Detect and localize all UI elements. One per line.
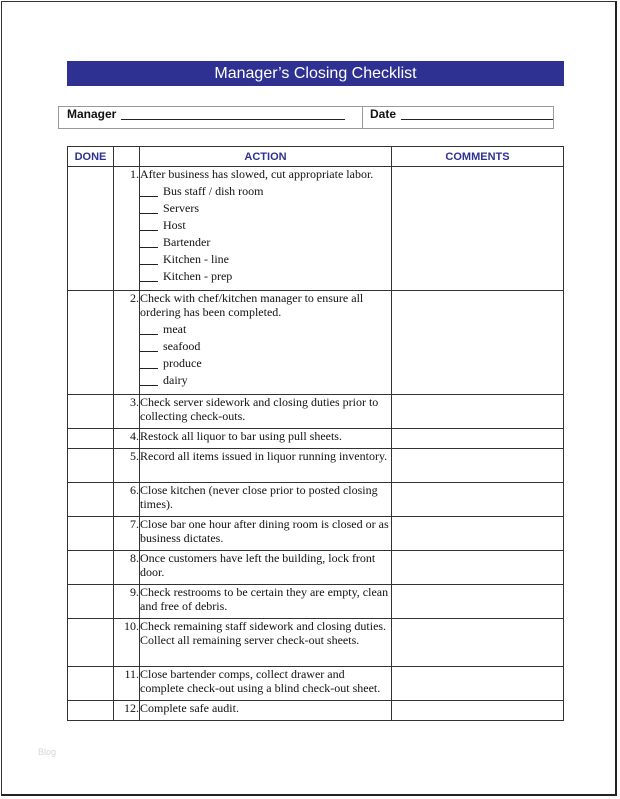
sub-item-blank[interactable] — [140, 373, 158, 386]
comments-cell[interactable] — [392, 667, 564, 701]
manager-blank-line — [121, 119, 345, 120]
sub-item — [140, 234, 391, 251]
sub-item — [140, 217, 391, 234]
sub-item-blank[interactable] — [140, 269, 158, 282]
action-cell — [140, 551, 392, 585]
done-checkbox-cell[interactable] — [68, 291, 114, 395]
action-text: Check server sidework and closing duties prior to collecting check-outs. — [140, 395, 379, 423]
sub-item-blank[interactable] — [140, 252, 158, 265]
table-row — [68, 429, 564, 449]
action-text: Close bartender comps, collect drawer and complete check-out using a blind check-out sheet. — [140, 667, 381, 695]
comments-cell[interactable] — [392, 449, 564, 483]
done-checkbox-cell[interactable] — [68, 483, 114, 517]
sub-item-label: seafood — [163, 339, 201, 353]
item-number: 10. — [114, 619, 140, 667]
table-row — [68, 619, 564, 667]
action-text: Check restrooms to be certain they are empty, clean and free of debris. — [140, 585, 389, 613]
comments-cell[interactable] — [392, 483, 564, 517]
sub-item-list — [140, 183, 391, 285]
table-row — [68, 291, 564, 395]
action-cell — [140, 483, 392, 517]
sub-item — [140, 321, 391, 338]
sub-item-label: Bus staff / dish room — [163, 184, 264, 198]
action-cell — [140, 667, 392, 701]
action-text: Once customers have left the building, lock front door. — [140, 551, 376, 579]
item-number: 7. — [114, 517, 140, 551]
item-number: 8. — [114, 551, 140, 585]
sub-item-blank[interactable] — [140, 356, 158, 369]
sub-item-blank[interactable] — [140, 339, 158, 352]
item-number: 4. — [114, 429, 140, 449]
comments-cell[interactable] — [392, 395, 564, 429]
table-row — [68, 517, 564, 551]
done-checkbox-cell[interactable] — [68, 551, 114, 585]
comments-cell[interactable] — [392, 517, 564, 551]
watermark: Blog — [38, 747, 57, 757]
manager-date-box — [58, 106, 554, 129]
comments-cell[interactable] — [392, 551, 564, 585]
comments-cell[interactable] — [392, 429, 564, 449]
action-cell — [140, 585, 392, 619]
divider — [362, 107, 363, 128]
sub-item — [140, 355, 391, 372]
table-row — [68, 667, 564, 701]
sub-item-blank[interactable] — [140, 218, 158, 231]
action-text: Check remaining staff sidework and closing duties. Collect all remaining server check-out sheets. — [140, 619, 387, 647]
sub-item-label: Kitchen - line — [163, 252, 229, 266]
sub-item-label: Bartender — [163, 235, 211, 249]
action-text: After business has slowed, cut appropriate labor. — [140, 167, 374, 181]
column-header-action: ACTION — [140, 147, 392, 167]
comments-cell[interactable] — [392, 167, 564, 291]
table-row — [68, 585, 564, 619]
sub-item-blank[interactable] — [140, 201, 158, 214]
page-title: Manager’s Closing Checklist — [67, 61, 564, 86]
sub-item — [140, 268, 391, 285]
action-text: Restock all liquor to bar using pull sheets. — [140, 429, 342, 443]
done-checkbox-cell[interactable] — [68, 395, 114, 429]
sub-item-label: dairy — [163, 373, 188, 387]
table-row — [68, 395, 564, 429]
table-row — [68, 551, 564, 585]
comments-cell[interactable] — [392, 585, 564, 619]
sub-item-blank[interactable] — [140, 235, 158, 248]
action-cell — [140, 395, 392, 429]
comments-cell[interactable] — [392, 701, 564, 721]
date-blank-line — [401, 119, 553, 120]
column-header-number — [114, 147, 140, 167]
done-checkbox-cell[interactable] — [68, 667, 114, 701]
done-checkbox-cell[interactable] — [68, 585, 114, 619]
action-cell — [140, 517, 392, 551]
sub-item-blank[interactable] — [140, 322, 158, 335]
sub-item — [140, 251, 391, 268]
manager-label: Manager — [67, 107, 117, 121]
item-number: 11. — [114, 667, 140, 701]
sub-item-list — [140, 321, 391, 389]
done-checkbox-cell[interactable] — [68, 619, 114, 667]
table-row — [68, 449, 564, 483]
item-number: 2. — [114, 291, 140, 395]
item-number: 1. — [114, 167, 140, 291]
column-header-comments: COMMENTS — [392, 147, 564, 167]
action-cell — [140, 619, 392, 667]
table-row — [68, 167, 564, 291]
column-header-done: DONE — [68, 147, 114, 167]
done-checkbox-cell[interactable] — [68, 517, 114, 551]
sub-item — [140, 338, 391, 355]
action-text: Close bar one hour after dining room is closed or as business dictates. — [140, 517, 389, 545]
item-number: 5. — [114, 449, 140, 483]
sub-item — [140, 183, 391, 200]
sub-item-label: produce — [163, 356, 202, 370]
table-row — [68, 701, 564, 721]
action-cell — [140, 701, 392, 721]
sub-item — [140, 372, 391, 389]
done-checkbox-cell[interactable] — [68, 167, 114, 291]
sub-item-label: Host — [163, 218, 186, 232]
action-cell — [140, 291, 392, 395]
sub-item-label: Kitchen - prep — [163, 269, 233, 283]
action-text: Close kitchen (never close prior to posted closing times). — [140, 483, 378, 511]
action-cell — [140, 167, 392, 291]
done-checkbox-cell[interactable] — [68, 429, 114, 449]
item-number: 12. — [114, 701, 140, 721]
checklist-table — [67, 146, 564, 721]
sub-item-label: Servers — [163, 201, 199, 215]
action-text: Record all items issued in liquor running inventory. — [140, 449, 388, 463]
table-header-row — [68, 147, 564, 167]
action-text: Complete safe audit. — [140, 701, 239, 715]
sub-item — [140, 200, 391, 217]
sub-item-blank[interactable] — [140, 184, 158, 197]
item-number: 3. — [114, 395, 140, 429]
action-cell — [140, 429, 392, 449]
comments-cell[interactable] — [392, 291, 564, 395]
done-checkbox-cell[interactable] — [68, 449, 114, 483]
item-number: 6. — [114, 483, 140, 517]
date-label: Date — [370, 107, 397, 121]
item-number: 9. — [114, 585, 140, 619]
action-cell — [140, 449, 392, 483]
action-text: Check with chef/kitchen manager to ensure all ordering has been completed. — [140, 291, 364, 319]
sub-item-label: meat — [163, 322, 187, 336]
table-row — [68, 483, 564, 517]
done-checkbox-cell[interactable] — [68, 701, 114, 721]
comments-cell[interactable] — [392, 619, 564, 667]
